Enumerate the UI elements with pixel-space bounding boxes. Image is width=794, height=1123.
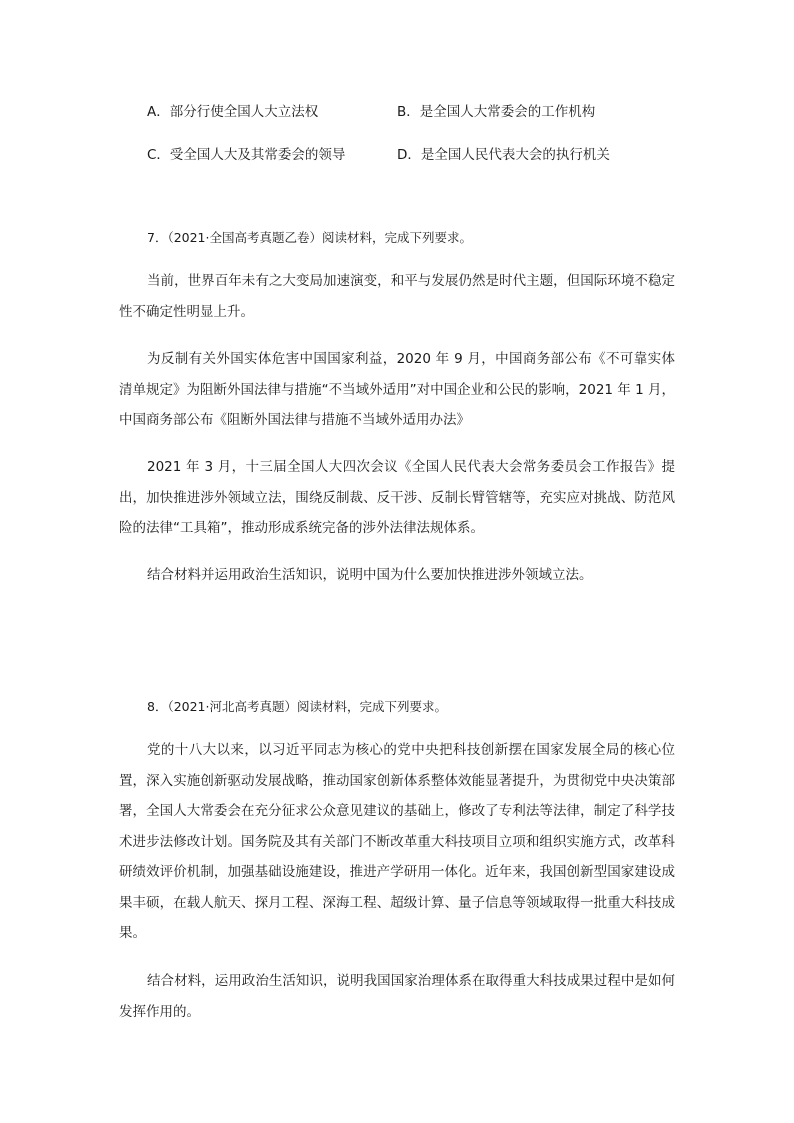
q7-paragraph-2: 为反制有关外国实体危害中国国家利益，2020 年 9 月，中国商务部公布《不可靠实体清单规定》为阻断外国法律与措施“不当域外适用”对中国企业和公民的影响，2021 年 1 月，中国商务部公布《阻断外国法律与措施不当域外适用办法》 [119, 351, 675, 428]
q6-option-d[interactable]: D．是全国人民代表大会的执行机关 [397, 147, 610, 163]
q6-options-row-1 [147, 100, 707, 124]
q8-paragraph-1: 党的十八大以来，以习近平同志为核心的党中央把科技创新摆在国家发展全局的核心位置，深入实施创新驱动发展战略，推动国家创新体系整体效能显著提升，为贯彻党中央决策部署，全国人大常委会在充分征求公众意见建议的基础上，修改了专利法等法律，制定了科学技术进步法修改计划。国务院及其有关部门不断改革重大科技项目立项和组织实施方式，改革科研绩效评价机制，加强基础设施建设，推进产学研用一体化。近年来，我国创新型国家建设成果丰硕，在载人航天、探月工程、深海工程、超级计算、量子信息等领域取得一批重大科技成果。 [119, 742, 675, 941]
q6-option-a[interactable]: A．部分行使全国人大立法权 [147, 104, 319, 120]
q6-options-row-2 [147, 143, 707, 167]
q7-paragraph-1: 当前，世界百年未有之大变局加速演变，和平与发展仍然是时代主题，但国际环境不稳定性不确定性明显上升。 [119, 273, 675, 320]
q7-paragraph-3: 2021 年 3 月，十三届全国人大四次会议《全国人民代表大会常务委员会工作报告》提出，加快推进涉外领域立法，围绕反制裁、反干涉、反制长臂管辖等，充实应对挑战、防范风险的法律“工具箱”，推动形成系统完备的涉外法律法规体系。 [119, 459, 675, 536]
q7-title: 7．（2021·全国高考真题乙卷）阅读材料，完成下列要求。 [147, 230, 472, 245]
q8-title: 8．（2021·河北高考真题）阅读材料，完成下列要求。 [147, 699, 447, 714]
q7-paragraph-4: 结合材料并运用政治生活知识，说明中国为什么要加快推进涉外领域立法。 [147, 567, 593, 583]
q8-paragraph-2: 结合材料，运用政治生活知识，说明我国国家治理体系在取得重大科技成果过程中是如何发挥作用的。 [119, 973, 675, 1020]
q6-option-b[interactable]: B．是全国人大常委会的工作机构 [397, 104, 596, 120]
q6-option-c[interactable]: C．受全国人大及其常委会的领导 [147, 147, 346, 163]
